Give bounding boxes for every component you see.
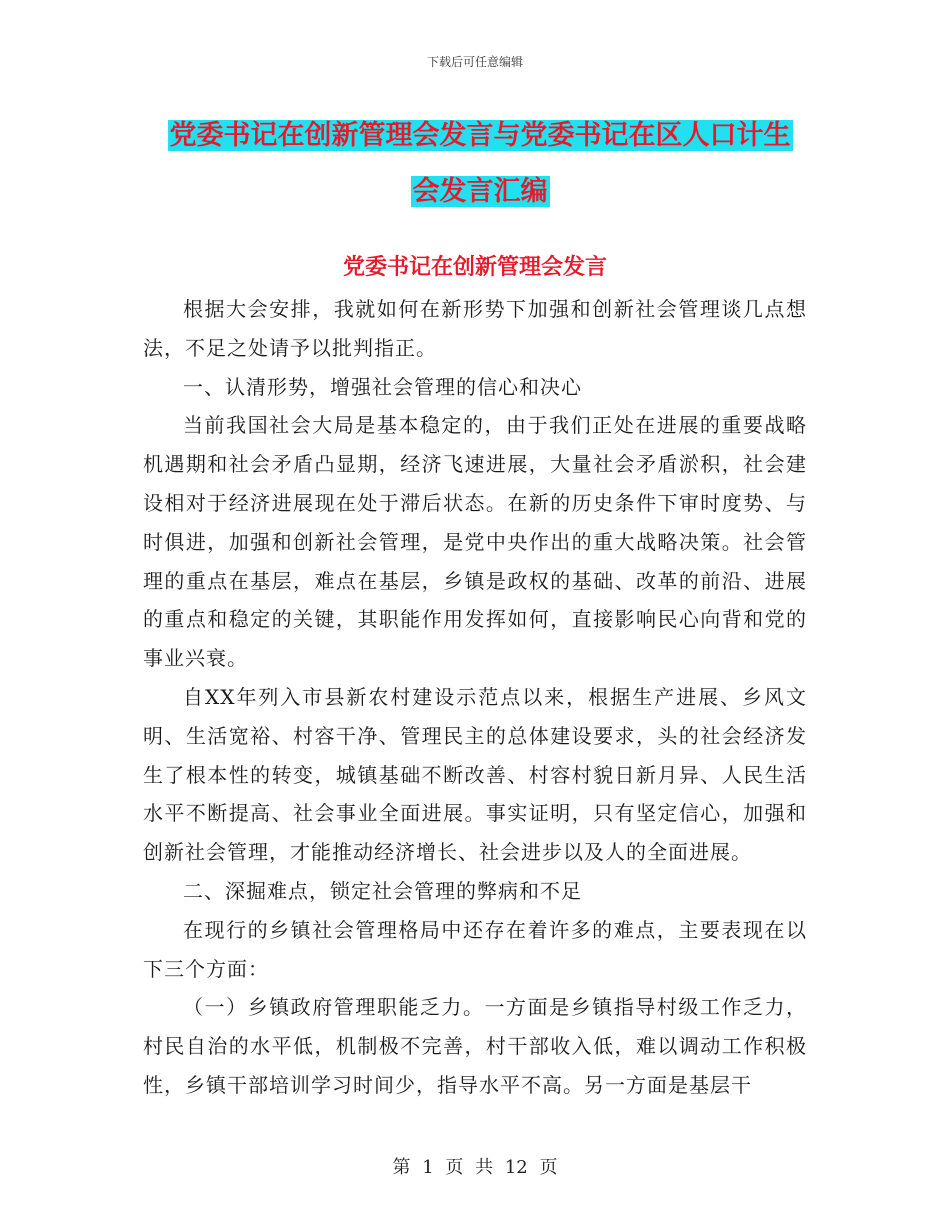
paragraph-difficulties: 在现行的乡镇社会管理格局中还存在着许多的难点，主要表现在以下三个方面：	[143, 917, 807, 981]
heading-section-2: 二、深掘难点，锁定社会管理的弊病和不足	[183, 878, 582, 903]
document-title-line-2: 会发言汇编	[412, 176, 548, 207]
paragraph-point-1: （一）乡镇政府管理职能乏力。一方面是乡镇指导村级工作乏力，村民自治的水平低，机制极不完善，村干部收入低，难以调动工作积极性，乡镇干部培训学习时间少，指导水平不高。另一方面是基层干	[143, 995, 807, 1097]
paragraph-intro: 根据大会安排，我就如何在新形势下加强和创新社会管理谈几点想法，不足之处请予以批判指正。	[143, 297, 807, 360]
document-title-line-1: 党委书记在创新管理会发言与党委书记在区人口计生	[169, 120, 791, 151]
paragraph-situation: 当前我国社会大局是基本稳定的，由于我们正处在进展的重要战略机遇期和社会矛盾凸显期，经济飞速进展，大量社会矛盾淤积，社会建设相对于经济进展现在处于滞后状态。在新的历史条件下审时度势、与时俱进，加强和创新社会管理，是党中央作出的重大战略决策。社会管理的重点在基层，难点在基层，乡镇是政权的基础、改革的前沿、进展的重点和稳定的关键，其职能作用发挥如何，直接影响民心向背和党的事业兴衰。	[143, 413, 807, 671]
page-number: 第 1 页 共 12 页	[392, 1157, 558, 1178]
paragraph-progress: 自XX年列入市县新农村建设示范点以来，根据生产进展、乡风文明、生活宽裕、村容干净、管理民主的总体建设要求，头的社会经济发生了根本性的转变，城镇基础不断改善、村容村貌日新月异、人民生活水平不断提高、社会事业全面进展。事实证明，只有坚定信心，加强和创新社会管理，才能推动经济增长、社会进步以及人的全面进展。	[143, 684, 807, 865]
document-title	[140, 108, 820, 220]
section-title: 党委书记在创新管理会发言	[342, 255, 607, 280]
heading-section-1: 一、认清形势，增强社会管理的信心和决心	[183, 374, 582, 399]
page-header-note: 下载后可任意编辑	[426, 55, 523, 69]
document-body	[143, 290, 807, 1105]
